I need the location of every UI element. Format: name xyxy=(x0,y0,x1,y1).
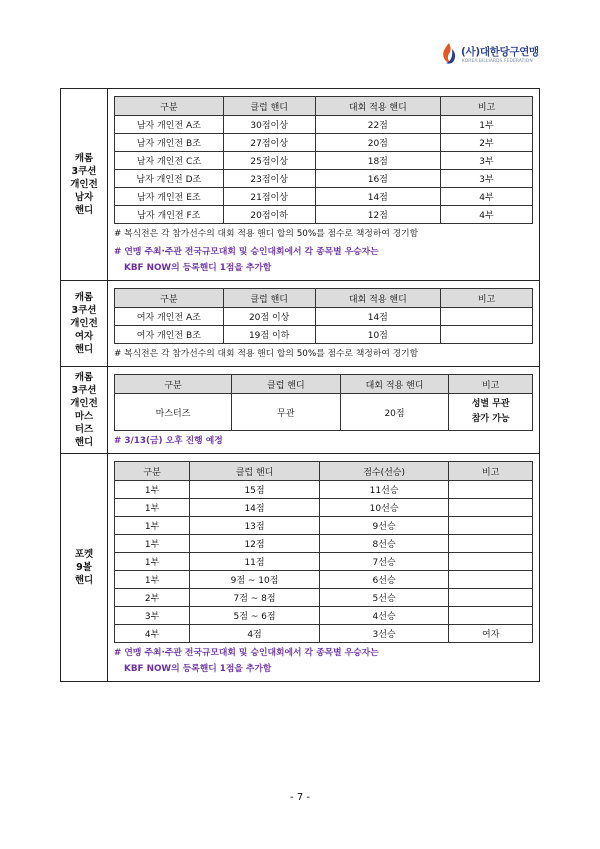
section-content xyxy=(108,367,540,454)
carom-masters-handicap-table xyxy=(114,374,533,431)
cell-division: 2부 xyxy=(115,589,190,607)
cell-applied-handicap: 7선승 xyxy=(319,553,449,571)
table-header-row xyxy=(115,97,533,116)
column-header-club-handicap: 클럽 핸디 xyxy=(232,375,341,394)
cell-division: 4부 xyxy=(115,625,190,643)
note-text: # 복식전은 각 참가선수의 대회 적용 핸디 합의 50%를 점수로 책정하여 경기함 xyxy=(114,349,419,359)
category-line: 개인전 xyxy=(70,179,98,190)
column-header-division: 구분 xyxy=(115,289,224,308)
cell-remarks xyxy=(449,553,533,571)
cell-applied-handicap: 14점 xyxy=(315,188,440,206)
table-row xyxy=(115,517,533,535)
category-line: 캐롬 xyxy=(74,292,94,303)
cell-remarks: 4부 xyxy=(441,188,533,206)
cell-club-handicap: 9점 ~ 10점 xyxy=(190,571,320,589)
cell-club-handicap: 20점 이상 xyxy=(223,308,315,326)
cell-remarks xyxy=(449,589,533,607)
cell-remarks xyxy=(449,571,533,589)
table-row xyxy=(115,170,533,188)
cell-division: 남자 개인전 D조 xyxy=(115,170,224,188)
cell-division: 남자 개인전 C조 xyxy=(115,152,224,170)
cell-division: 1부 xyxy=(115,553,190,571)
category-line: 마스 xyxy=(74,411,94,422)
cell-division: 남자 개인전 E조 xyxy=(115,188,224,206)
cell-remarks xyxy=(449,517,533,535)
cell-division: 1부 xyxy=(115,517,190,535)
cell-remarks: 2부 xyxy=(441,134,533,152)
cell-applied-handicap: 5선승 xyxy=(319,589,449,607)
category-line: 개인전 xyxy=(70,398,98,409)
cell-applied-handicap: 14점 xyxy=(315,308,440,326)
table-row xyxy=(115,152,533,170)
section-content xyxy=(108,89,540,281)
cell-division: 여자 개인전 B조 xyxy=(115,326,224,344)
column-header-applied-handicap: 대회 적용 핸디 xyxy=(315,289,440,308)
flame-logo-icon xyxy=(440,42,458,66)
carom-men-handicap-table xyxy=(114,96,533,224)
cell-remarks xyxy=(449,535,533,553)
note-text: KBF NOW의 등록핸디 1점을 추가함 xyxy=(124,263,272,273)
category-line: 3쿠션 xyxy=(71,305,97,316)
handicap-outer-table xyxy=(60,88,540,682)
section-content xyxy=(108,281,540,367)
cell-remarks: 4부 xyxy=(441,206,533,224)
column-header-division: 구분 xyxy=(115,97,224,116)
cell-division: 여자 개인전 A조 xyxy=(115,308,224,326)
category-line: 3쿠션 xyxy=(71,166,97,177)
cell-division: 남자 개인전 F조 xyxy=(115,206,224,224)
cell-club-handicap: 21점이상 xyxy=(223,188,315,206)
pocket-9ball-handicap-table xyxy=(114,461,533,643)
note-text: # 3/13(금) 오후 진행 예정 xyxy=(114,436,223,446)
note-text: KBF NOW의 등록핸디 1점을 추가함 xyxy=(124,664,272,674)
table-header-row xyxy=(115,289,533,308)
federation-logo xyxy=(440,42,552,68)
category-line: 남자 xyxy=(74,192,94,203)
column-header-club-handicap: 클럽 핸디 xyxy=(190,462,320,481)
cell-division: 3부 xyxy=(115,607,190,625)
category-line: 핸디 xyxy=(74,437,94,448)
section-category-label xyxy=(61,454,108,682)
table-row xyxy=(115,308,533,326)
table-row xyxy=(115,607,533,625)
column-header-remarks: 비고 xyxy=(441,289,533,308)
cell-club-handicap: 7점 ~ 8점 xyxy=(190,589,320,607)
cell-division: 1부 xyxy=(115,571,190,589)
cell-division: 마스터즈 xyxy=(115,394,232,431)
cell-club-handicap: 무관 xyxy=(232,394,341,431)
column-header-applied-handicap: 점수(선승) xyxy=(319,462,449,481)
table-row xyxy=(115,134,533,152)
cell-remarks: 1부 xyxy=(441,116,533,134)
cell-club-handicap: 23점이상 xyxy=(223,170,315,188)
cell-applied-handicap: 6선승 xyxy=(319,571,449,589)
column-header-division: 구분 xyxy=(115,375,232,394)
cell-club-handicap: 11점 xyxy=(190,553,320,571)
cell-remarks xyxy=(441,308,533,326)
column-header-remarks: 비고 xyxy=(449,462,533,481)
cell-division: 1부 xyxy=(115,499,190,517)
cell-applied-handicap: 16점 xyxy=(315,170,440,188)
column-header-remarks: 비고 xyxy=(449,375,533,394)
column-header-club-handicap: 클럽 핸디 xyxy=(223,97,315,116)
cell-applied-handicap: 9선승 xyxy=(319,517,449,535)
table-row xyxy=(115,326,533,344)
category-line: 핸디 xyxy=(74,205,94,216)
category-line: 개인전 xyxy=(70,318,98,329)
cell-club-handicap: 25점이상 xyxy=(223,152,315,170)
table-header-row xyxy=(115,375,533,394)
cell-club-handicap: 12점 xyxy=(190,535,320,553)
cell-division: 1부 xyxy=(115,535,190,553)
cell-remarks xyxy=(449,481,533,499)
category-line: 9볼 xyxy=(76,562,92,573)
cell-club-handicap: 19점 이하 xyxy=(223,326,315,344)
section-carom-men-handicap xyxy=(61,89,540,281)
note-text: # 복식전은 각 참가선수의 대회 적용 핸디 합의 50%를 점수로 책정하여 경기함 xyxy=(114,229,419,239)
cell-club-handicap: 20점이하 xyxy=(223,206,315,224)
cell-club-handicap: 15점 xyxy=(190,481,320,499)
note-text: # 연맹 주최·주관 전국규모대회 및 승인대회에서 각 종목별 우승자는 xyxy=(114,247,379,257)
cell-division: 남자 개인전 A조 xyxy=(115,116,224,134)
cell-applied-handicap: 20점 xyxy=(340,394,449,431)
cell-applied-handicap: 4선승 xyxy=(319,607,449,625)
table-row xyxy=(115,589,533,607)
cell-remarks xyxy=(449,607,533,625)
cell-applied-handicap: 3선승 xyxy=(319,625,449,643)
cell-applied-handicap: 18점 xyxy=(315,152,440,170)
section-carom-women-handicap xyxy=(61,281,540,367)
cell-remarks: 3부 xyxy=(441,170,533,188)
section-pocket-9ball-handicap xyxy=(61,454,540,682)
cell-remarks xyxy=(441,326,533,344)
cell-applied-handicap: 11선승 xyxy=(319,481,449,499)
table-row xyxy=(115,394,533,431)
note-text: # 연맹 주최·주관 전국규모대회 및 승인대회에서 각 종목별 우승자는 xyxy=(114,648,379,658)
section-content xyxy=(108,454,540,682)
carom-women-handicap-table xyxy=(114,288,533,344)
page-number: - 7 - xyxy=(290,792,310,803)
column-header-division: 구분 xyxy=(115,462,190,481)
cell-remarks: 성별 무관 참가 가능 xyxy=(449,394,533,431)
category-line: 캐롬 xyxy=(74,372,94,383)
category-line: 핸디 xyxy=(74,575,94,586)
category-line: 캐롬 xyxy=(74,153,94,164)
table-row xyxy=(115,571,533,589)
table-row xyxy=(115,625,533,643)
cell-applied-handicap: 10점 xyxy=(315,326,440,344)
cell-applied-handicap: 8선승 xyxy=(319,535,449,553)
cell-applied-handicap: 12점 xyxy=(315,206,440,224)
cell-club-handicap: 5점 ~ 6점 xyxy=(190,607,320,625)
table-header-row xyxy=(115,462,533,481)
logo-subtitle: KOREA BILLIARDS FEDERATION xyxy=(462,59,533,64)
cell-applied-handicap: 20점 xyxy=(315,134,440,152)
cell-remarks: 여자 xyxy=(449,625,533,643)
column-header-applied-handicap: 대회 적용 핸디 xyxy=(315,97,440,116)
table-row xyxy=(115,188,533,206)
category-line: 핸디 xyxy=(74,344,94,355)
cell-club-handicap: 14점 xyxy=(190,499,320,517)
cell-club-handicap: 27점이상 xyxy=(223,134,315,152)
column-header-club-handicap: 클럽 핸디 xyxy=(223,289,315,308)
cell-remarks xyxy=(449,499,533,517)
table-row xyxy=(115,116,533,134)
table-row xyxy=(115,535,533,553)
logo-name: (사)대한당구연맹 xyxy=(461,46,539,58)
section-category-label xyxy=(61,367,108,454)
cell-club-handicap: 13점 xyxy=(190,517,320,535)
column-header-remarks: 비고 xyxy=(441,97,533,116)
category-line: 포켓 xyxy=(74,549,94,560)
table-row xyxy=(115,481,533,499)
category-line: 여자 xyxy=(74,331,94,342)
cell-division: 남자 개인전 B조 xyxy=(115,134,224,152)
table-row xyxy=(115,553,533,571)
table-row xyxy=(115,499,533,517)
cell-division: 1부 xyxy=(115,481,190,499)
category-line: 3쿠션 xyxy=(71,385,97,396)
cell-club-handicap: 30점이상 xyxy=(223,116,315,134)
cell-remarks: 3부 xyxy=(441,152,533,170)
section-category-label xyxy=(61,281,108,367)
cell-applied-handicap: 10선승 xyxy=(319,499,449,517)
cell-applied-handicap: 22점 xyxy=(315,116,440,134)
column-header-applied-handicap: 대회 적용 핸디 xyxy=(340,375,449,394)
cell-club-handicap: 4점 xyxy=(190,625,320,643)
table-row xyxy=(115,206,533,224)
category-line: 터즈 xyxy=(74,424,94,435)
section-carom-masters-handicap xyxy=(61,367,540,454)
section-category-label xyxy=(61,89,108,281)
